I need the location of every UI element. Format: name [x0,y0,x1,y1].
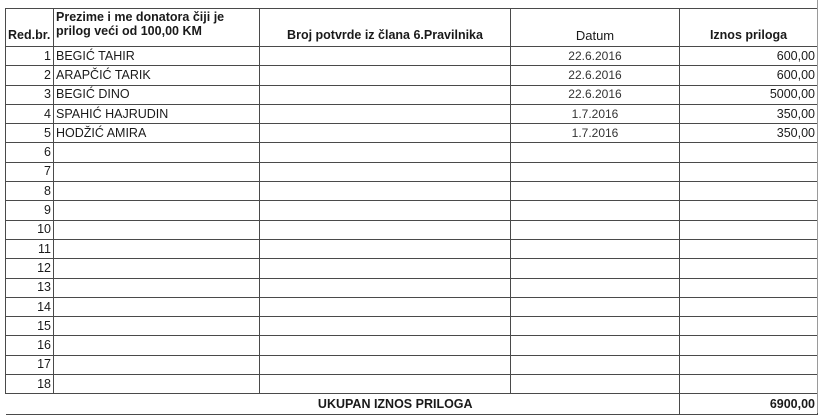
row-number: 9 [6,201,54,220]
row-number: 10 [6,220,54,239]
donation-amount: 600,00 [680,47,818,66]
donation-date [511,239,680,258]
confirmation-number [260,124,511,143]
donor-name [54,259,260,278]
donation-amount [680,182,818,201]
row-number: 5 [6,124,54,143]
donation-amount: 5000,00 [680,85,818,104]
table-row [6,124,818,143]
row-number: 14 [6,297,54,316]
donor-name [54,278,260,297]
total-row [6,394,818,415]
table-row [6,259,818,278]
donor-name: BEGIĆ TAHIR [54,47,260,66]
confirmation-number [260,278,511,297]
row-number: 4 [6,104,54,123]
donation-amount [680,317,818,336]
row-number: 3 [6,85,54,104]
confirmation-number [260,66,511,85]
donor-name: SPAHIĆ HAJRUDIN [54,104,260,123]
total-amount: 6900,00 [680,394,818,415]
confirmation-number [260,47,511,66]
table-row [6,375,818,394]
row-number: 12 [6,259,54,278]
donation-amount [680,220,818,239]
confirmation-number [260,104,511,123]
table-row [6,201,818,220]
donation-date: 1.7.2016 [511,124,680,143]
table-row [6,239,818,258]
donation-amount [680,239,818,258]
header-rb: Red.br. [6,9,54,47]
row-number: 15 [6,317,54,336]
donation-date [511,220,680,239]
donation-date [511,297,680,316]
header-confirmation-number: Broj potvrde iz člana 6.Pravilnika [260,9,511,47]
donation-date: 22.6.2016 [511,47,680,66]
row-number: 7 [6,162,54,181]
donation-amount [680,278,818,297]
confirmation-number [260,85,511,104]
donation-date: 1.7.2016 [511,104,680,123]
table-row [6,317,818,336]
donor-name: BEGIĆ DINO [54,85,260,104]
donor-name [54,220,260,239]
donation-date [511,201,680,220]
table-row [6,47,818,66]
donor-name [54,143,260,162]
table-row [6,162,818,181]
header-amount: Iznos priloga [680,9,818,47]
table-row [6,220,818,239]
total-label: UKUPAN IZNOS PRILOGA [54,394,680,415]
donation-amount [680,162,818,181]
row-number: 8 [6,182,54,201]
confirmation-number [260,182,511,201]
row-number: 17 [6,355,54,374]
header-date: Datum [511,9,680,47]
header-row [6,9,818,47]
confirmation-number [260,220,511,239]
total-spacer [6,394,54,415]
table-row [6,355,818,374]
row-number: 18 [6,375,54,394]
row-number: 6 [6,143,54,162]
donation-date [511,162,680,181]
donation-amount [680,375,818,394]
donor-name: ARAPČIĆ TARIK [54,66,260,85]
row-number: 16 [6,336,54,355]
table-row [6,104,818,123]
confirmation-number [260,239,511,258]
confirmation-number [260,355,511,374]
table-row [6,143,818,162]
confirmation-number [260,317,511,336]
confirmation-number [260,162,511,181]
row-number: 11 [6,239,54,258]
donation-date [511,375,680,394]
donation-date: 22.6.2016 [511,85,680,104]
confirmation-number [260,336,511,355]
donation-amount [680,297,818,316]
donation-amount: 350,00 [680,124,818,143]
donor-table [5,8,818,415]
donor-name [54,336,260,355]
row-number: 13 [6,278,54,297]
donor-name [54,182,260,201]
confirmation-number [260,375,511,394]
donor-name [54,297,260,316]
table-row [6,336,818,355]
donation-amount: 350,00 [680,104,818,123]
confirmation-number [260,297,511,316]
donation-date [511,336,680,355]
donation-amount [680,336,818,355]
donor-name [54,317,260,336]
donation-amount [680,201,818,220]
donation-date [511,143,680,162]
donor-name [54,201,260,220]
donation-date: 22.6.2016 [511,66,680,85]
table-row [6,297,818,316]
row-number: 1 [6,47,54,66]
table-row [6,66,818,85]
donor-name [54,162,260,181]
donation-date [511,317,680,336]
header-donor-name: Prezime i me donatora čiji je prilog veći od 100,00 KM [54,9,260,47]
table-row [6,278,818,297]
donation-amount: 600,00 [680,66,818,85]
confirmation-number [260,259,511,278]
confirmation-number [260,201,511,220]
donor-name: HODŽIĆ AMIRA [54,124,260,143]
donation-date [511,259,680,278]
donor-name [54,239,260,258]
donation-amount [680,259,818,278]
page-edge-divider [817,0,824,413]
donation-amount [680,355,818,374]
table-row [6,85,818,104]
donation-amount [680,143,818,162]
donation-date [511,182,680,201]
confirmation-number [260,143,511,162]
donation-date [511,355,680,374]
donation-date [511,278,680,297]
table-row [6,182,818,201]
donor-name [54,355,260,374]
row-number: 2 [6,66,54,85]
donor-name [54,375,260,394]
